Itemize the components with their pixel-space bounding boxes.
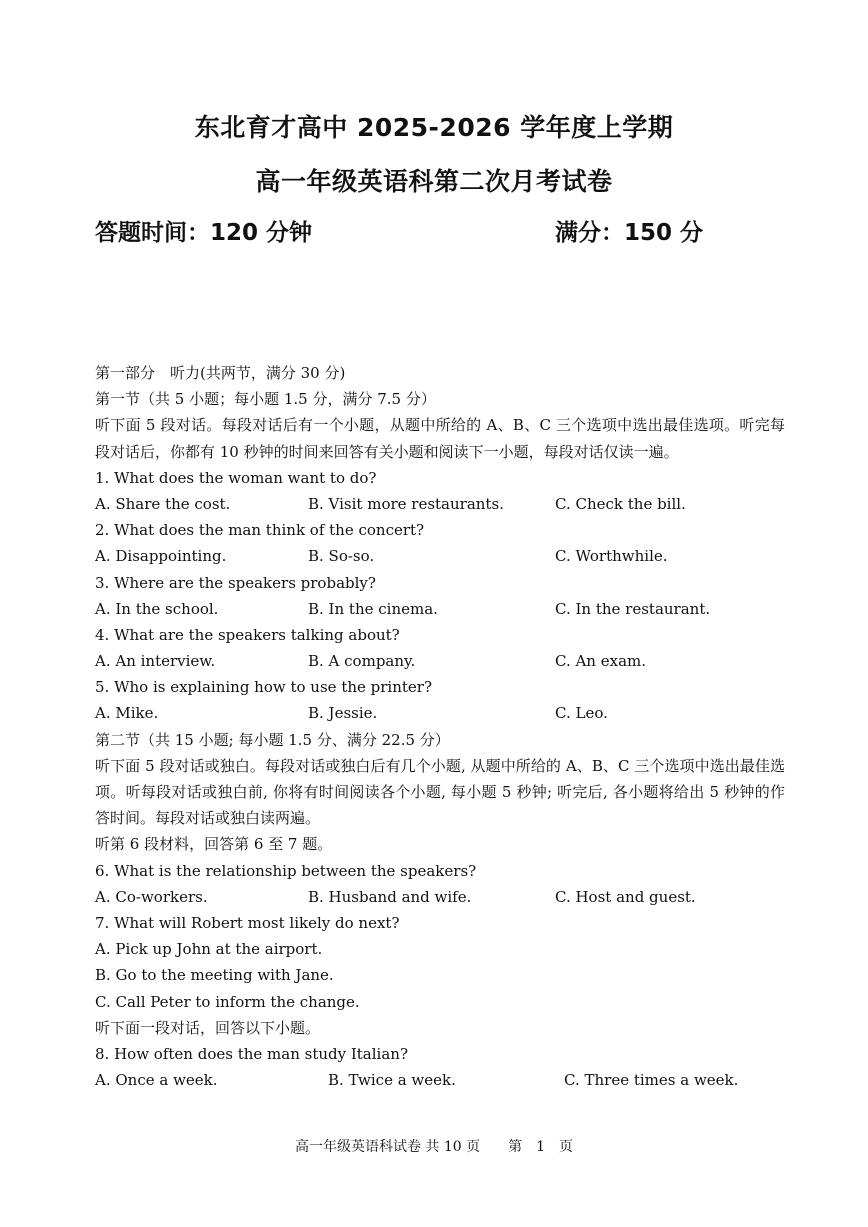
material-6-note: 听第 6 段材料，回答第 6 至 7 题。 [95, 835, 333, 854]
option-c: C. Worthwhile. [555, 547, 668, 566]
option-a: A. In the school. [95, 599, 219, 618]
question-5-stem: 5. Who is explaining how to use the printer? [95, 678, 432, 697]
question-4-stem: 4. What are the speakers talking about? [95, 625, 400, 644]
question-1-stem: 1. What does the woman want to do? [95, 468, 377, 487]
question-7-stem: 7. What will Robert most likely do next? [95, 914, 400, 933]
part1-heading: 第一部分 听力(共两节，满分 30 分) [95, 364, 346, 382]
option-a: A. An interview. [95, 652, 216, 671]
question-5-options [95, 700, 785, 726]
option-a: A. Pick up John at the airport. [95, 940, 323, 959]
exam-title-line1: 东北育才高中 2025-2026 学年度上学期 [194, 113, 674, 142]
question-8-options [95, 1067, 785, 1093]
question-3-stem: 3. Where are the speakers probably? [95, 573, 376, 592]
section1-heading: 第一节（共 5 小题；每小题 1.5 分，满分 7.5 分） [95, 390, 436, 409]
question-6-stem: 6. What is the relationship between the speakers? [95, 861, 477, 880]
option-c: C. In the restaurant. [555, 599, 711, 618]
material-8-note: 听下面一段对话，回答以下小题。 [95, 1018, 321, 1037]
option-b: B. Go to the meeting with Jane. [95, 966, 334, 985]
option-a: A. Share the cost. [95, 494, 231, 513]
option-b: B. Jessie. [308, 704, 378, 723]
option-a: A. Disappointing. [95, 547, 227, 566]
question-2-options [95, 543, 785, 569]
option-c: C. An exam. [555, 652, 647, 671]
exam-score: 满分：150 分 [555, 220, 704, 246]
question-1-options [95, 491, 785, 517]
option-a: A. Once a week. [95, 1071, 218, 1090]
question-2-stem: 2. What does the man think of the concert? [95, 521, 425, 540]
option-c: C. Call Peter to inform the change. [95, 992, 360, 1011]
page-footer: 高一年级英语科试卷 共 10 页 第 1 页 [294, 1139, 574, 1155]
option-b: B. So-so. [308, 547, 375, 566]
exam-title-line2: 高一年级英语科第二次月考试卷 [255, 167, 613, 196]
option-b: B. Husband and wife. [308, 887, 472, 906]
section1-instruction: 听下面 5 段对话。每段对话后有一个小题，从题中所给的 A、B、C 三个选项中选出最佳选项。听完每段对话后，你都有 10 秒钟的时间来回答有关小题和阅读下一小题，每段对话仅读一遍。 [95, 416, 785, 461]
section2-heading: 第二节（共 15 小题; 每小题 1.5 分、满分 22.5 分） [95, 730, 450, 749]
option-a: A. Co-workers. [95, 887, 208, 906]
option-b: B. In the cinema. [308, 599, 438, 618]
option-c: C. Three times a week. [564, 1071, 739, 1090]
option-c: C. Check the bill. [555, 494, 686, 513]
option-b: B. A company. [308, 652, 416, 671]
option-c: C. Leo. [555, 704, 608, 723]
section2-instruction: 听下面 5 段对话或独白。每段对话或独白后有几个小题, 从题中所给的 A、B、C 三个选项中选出最佳选项。听每段对话或独白前, 你将有时间阅读各个小题, 每小题 5 秒钟; 听完后, 各小题将给出 5 秒钟的作答时间。每段对话或独白读两遍。 [95, 756, 785, 828]
question-8-stem: 8. How often does the man study Italian? [95, 1044, 408, 1063]
option-b: B. Twice a week. [328, 1071, 456, 1090]
exam-time: 答题时间：120 分钟 [95, 220, 313, 246]
question-6-options [95, 884, 785, 910]
option-c: C. Host and guest. [555, 887, 696, 906]
exam-body [95, 360, 785, 1093]
question-4-options [95, 648, 785, 674]
question-3-options [95, 596, 785, 622]
option-a: A. Mike. [95, 704, 159, 723]
option-b: B. Visit more restaurants. [308, 494, 504, 513]
